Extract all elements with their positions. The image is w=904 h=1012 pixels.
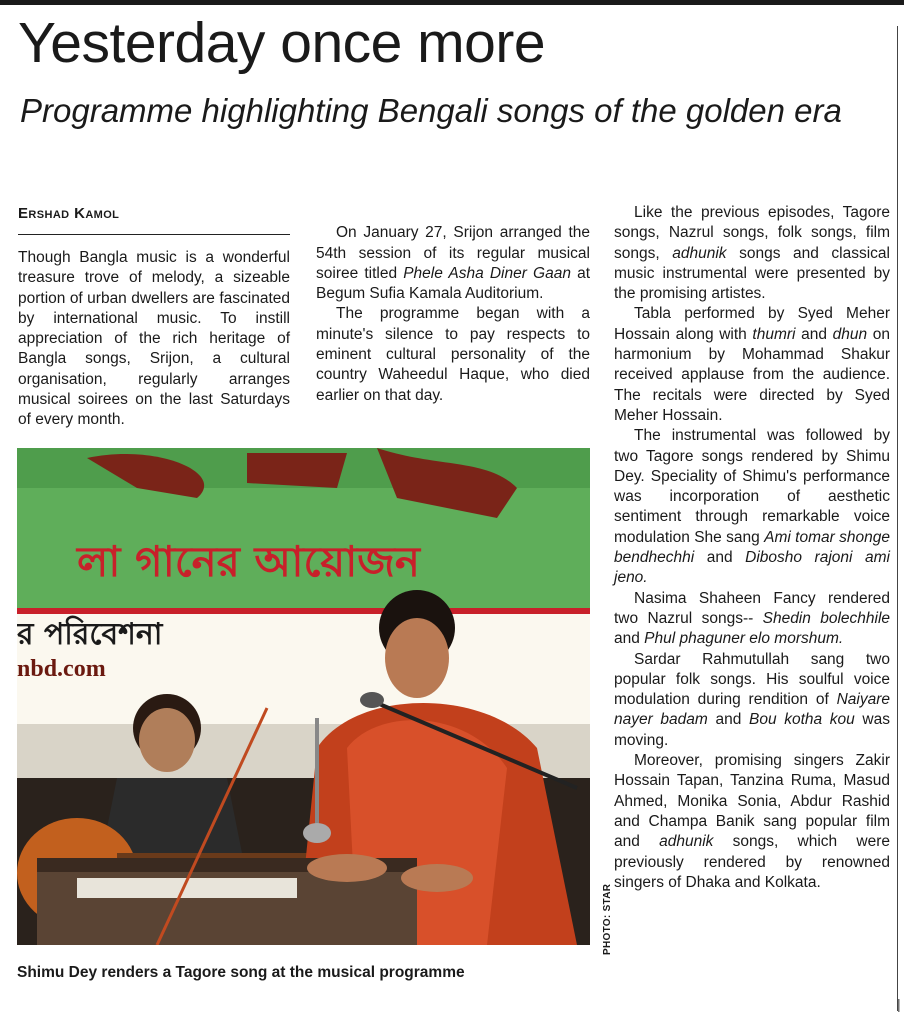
- banner-text-3: nbd.com: [17, 656, 106, 682]
- paragraph-episodes: Like the previous episodes, Tagore songs, Nazrul songs, folk songs, film songs, adhunik songs and classical music instrumental were presented by the promising artistes.: [614, 204, 890, 303]
- byline: Ershad Kamol: [18, 205, 120, 222]
- paragraph-silence: The programme began with a minute's silence to pay respects to eminent cultural personality of the country Waheedul Haque, who died earlier on that day.: [316, 305, 590, 404]
- column-1: [18, 248, 290, 431]
- microphone: [360, 692, 384, 708]
- paragraph-others: Moreover, promising singers Zakir Hossain Tapan, Tanzina Ruma, Masud Ahmed, Monika Sonia, Abdur Rashid and Champa Banik sang popular film and adhunik songs, which were previously rendered by renowned singers of Dhaka and Kolkata.: [614, 752, 891, 891]
- corner-mark: |: [897, 996, 901, 1012]
- column-2: [316, 203, 590, 406]
- column-3: [614, 203, 890, 893]
- performance-photo: [17, 448, 590, 945]
- top-rule: [0, 0, 904, 5]
- soiree-title: Phele Asha Diner Gaan: [403, 264, 571, 282]
- byline-rule: [18, 234, 290, 235]
- column-rule: [897, 26, 898, 1011]
- paragraph-folk: Sardar Rahmutullah sang two popular folk songs. His soulful voice modulation during rendition of Naiyare nayer badam and Bou kotha kou was moving.: [614, 650, 890, 749]
- paragraph-tagore: The instrumental was followed by two Tagore songs rendered by Shimu Dey. Speciality of Shimu's performance was incorporation of aesthetic sentiment through remarkable voice modulation She sang Ami tomar shonge bendhechhi and Dibosho rajoni ami jeno.: [614, 427, 891, 587]
- headline: Yesterday once more: [18, 11, 546, 75]
- banner-text-1: লা গানের আয়োজন: [77, 537, 420, 586]
- paragraph-session: On January 27, Srijon arranged the 54th session of its regular musical soiree titled Phele Asha Diner Gaan at Begum Sufia Kamala Auditorium.: [316, 224, 591, 303]
- photo-caption: Shimu Dey renders a Tagore song at the musical programme: [17, 964, 465, 981]
- banner-text-2: র পরিবেশনা: [17, 617, 163, 652]
- paragraph-tabla: Tabla performed by Syed Meher Hossain along with thumri and dhun on harmonium by Mohammad Shakur received applause from the audience. The recitals were directed by Syed Meher Hossain.: [614, 305, 890, 424]
- paragraph-nazrul: Nasima Shaheen Fancy rendered two Nazrul songs-- Shedin bolechhile and Phul phaguner elo morshum.: [614, 589, 891, 648]
- subheadline: Programme highlighting Bengali songs of the golden era: [20, 92, 842, 129]
- paragraph-intro: Though Bangla music is a wonderful treasure trove of melody, a sizeable portion of urban dwellers are fascinated by international music. To instill appreciation of the rich heritage of Bangla songs, Srijon, a cultural organisation, regularly arranges musical soirees on the last Saturdays of every month.: [18, 249, 290, 429]
- singer-face: [385, 618, 449, 698]
- photo-credit: PHOTO: STAR: [602, 883, 613, 955]
